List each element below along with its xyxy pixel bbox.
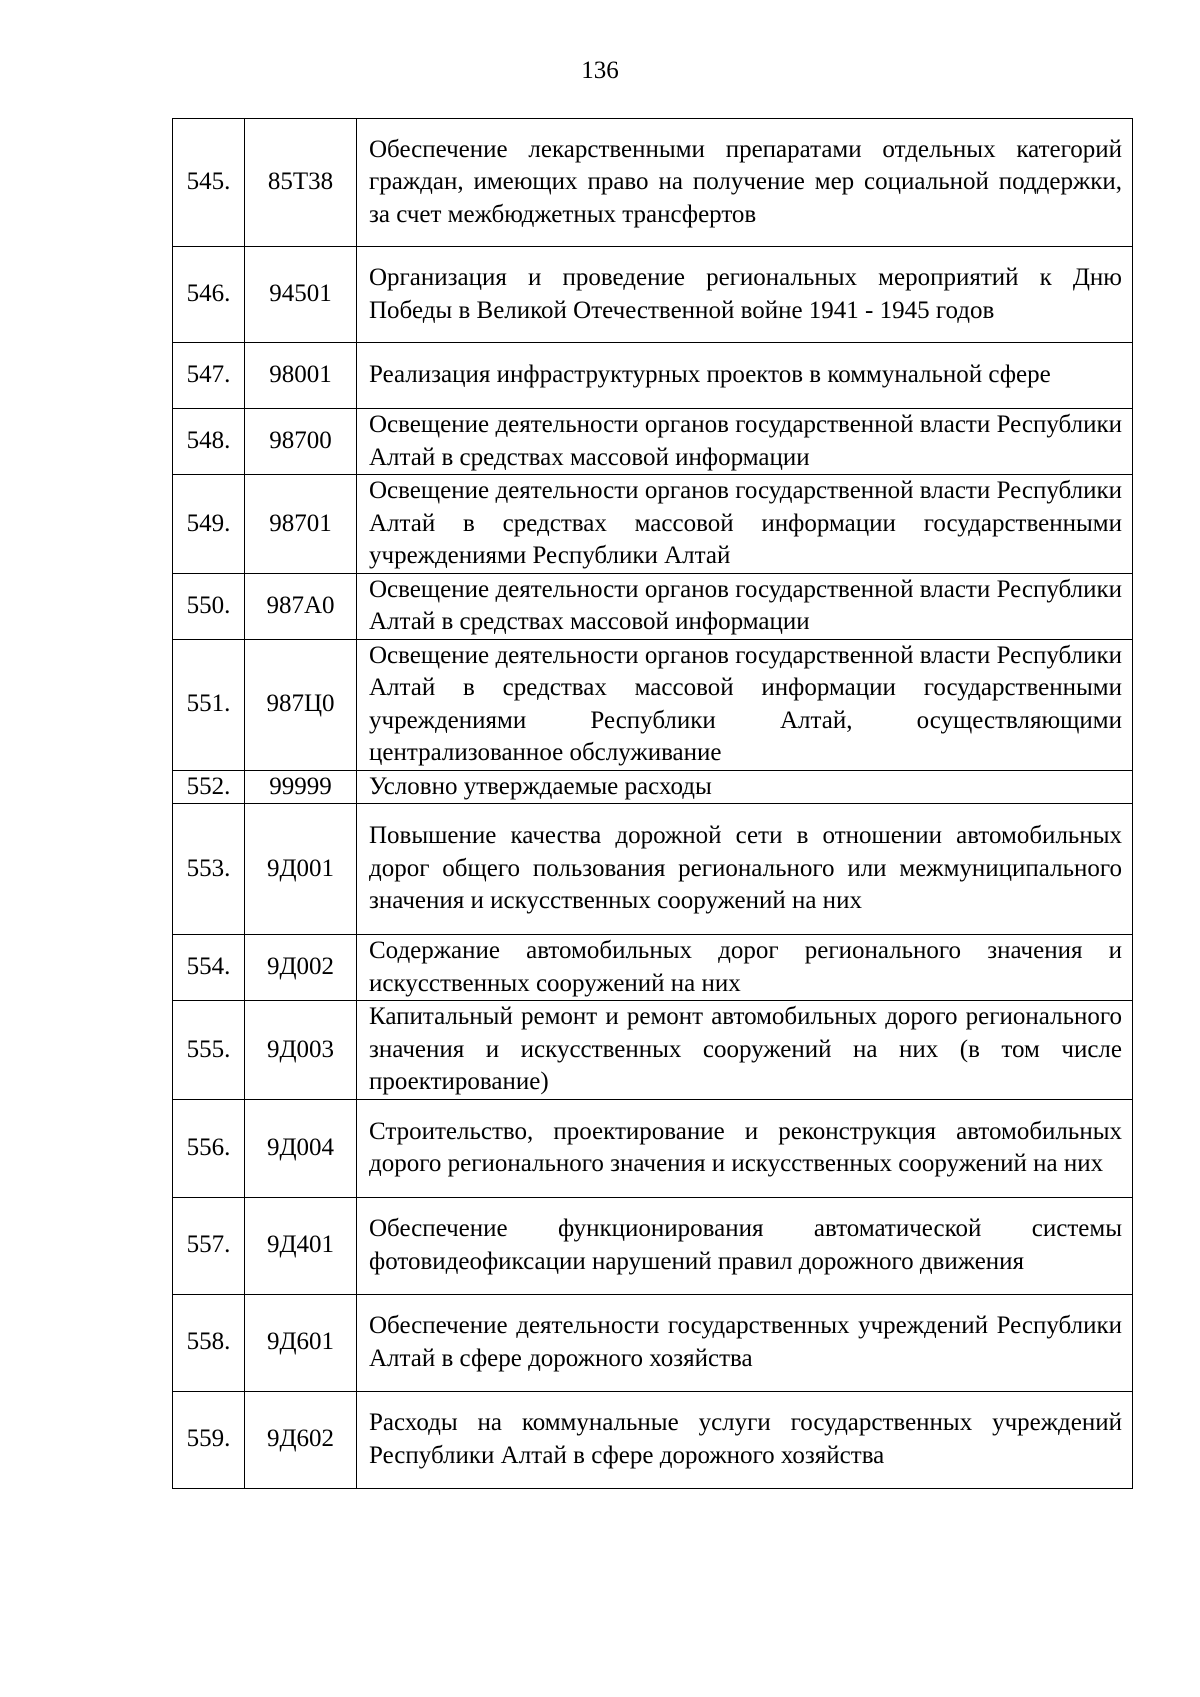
- row-number: 554.: [173, 935, 245, 1001]
- table-row: [173, 1391, 1133, 1488]
- table-row: [173, 1099, 1133, 1197]
- row-code: 9Д003: [245, 1001, 357, 1100]
- row-number: 556.: [173, 1099, 245, 1197]
- row-number: 550.: [173, 573, 245, 639]
- row-code: 9Д004: [245, 1099, 357, 1197]
- row-number: 557.: [173, 1197, 245, 1294]
- table-row: [173, 119, 1133, 247]
- table-row: [173, 475, 1133, 574]
- row-number: 558.: [173, 1294, 245, 1391]
- row-code: 987А0: [245, 573, 357, 639]
- row-code: 9Д401: [245, 1197, 357, 1294]
- row-code: 9Д001: [245, 804, 357, 935]
- row-number: 545.: [173, 119, 245, 247]
- table-row: [173, 1294, 1133, 1391]
- table-row: [173, 1001, 1133, 1100]
- row-description: Содержание автомобильных дорог регионального значения и искусственных сооружений на них: [357, 935, 1133, 1001]
- table-row: [173, 804, 1133, 935]
- row-description: Освещение деятельности органов государственной власти Республики Алтай в средствах массовой информации государственными учреждениями Республики Алтай: [357, 475, 1133, 574]
- row-description: Строительство, проектирование и реконструкция автомобильных дорого регионального значения и искусственных сооружений на них: [357, 1099, 1133, 1197]
- table-row: [173, 409, 1133, 475]
- row-number: 547.: [173, 343, 245, 409]
- table-row: [173, 935, 1133, 1001]
- row-description: Освещение деятельности органов государственной власти Республики Алтай в средствах массовой информации государственными учреждениями Республики Алтай, осуществляющими централизованное обслуживание: [357, 639, 1133, 770]
- row-number: 552.: [173, 770, 245, 804]
- row-code: 99999: [245, 770, 357, 804]
- row-code: 94501: [245, 247, 357, 343]
- row-code: 85Т38: [245, 119, 357, 247]
- row-description: Организация и проведение региональных мероприятий к Дню Победы в Великой Отечественной войне 1941 - 1945 годов: [357, 247, 1133, 343]
- budget-codes-table: [172, 118, 1133, 1489]
- row-description: Освещение деятельности органов государственной власти Республики Алтай в средствах массовой информации: [357, 573, 1133, 639]
- row-code: 98700: [245, 409, 357, 475]
- row-description: Обеспечение функционирования автоматической системы фотовидеофиксации нарушений правил дорожного движения: [357, 1197, 1133, 1294]
- row-number: 551.: [173, 639, 245, 770]
- row-description: Реализация инфраструктурных проектов в коммунальной сфере: [357, 343, 1133, 409]
- row-description: Расходы на коммунальные услуги государственных учреждений Республики Алтай в сфере дорожного хозяйства: [357, 1391, 1133, 1488]
- row-number: 548.: [173, 409, 245, 475]
- row-description: Освещение деятельности органов государственной власти Республики Алтай в средствах массовой информации: [357, 409, 1133, 475]
- row-code: 9Д002: [245, 935, 357, 1001]
- row-code: 9Д602: [245, 1391, 357, 1488]
- table-row: [173, 1197, 1133, 1294]
- row-description: Обеспечение деятельности государственных учреждений Республики Алтай в сфере дорожного хозяйства: [357, 1294, 1133, 1391]
- row-number: 549.: [173, 475, 245, 574]
- page-number: 136: [581, 57, 619, 84]
- row-description: Условно утверждаемые расходы: [357, 770, 1133, 804]
- row-number: 555.: [173, 1001, 245, 1100]
- row-number: 546.: [173, 247, 245, 343]
- row-code: 98001: [245, 343, 357, 409]
- table-row: [173, 247, 1133, 343]
- row-description: Повышение качества дорожной сети в отношении автомобильных дорог общего пользования регионального или межмуниципального значения и искусственных сооружений на них: [357, 804, 1133, 935]
- row-code: 9Д601: [245, 1294, 357, 1391]
- row-description: Обеспечение лекарственными препаратами отдельных категорий граждан, имеющих право на получение мер социальной поддержки, за счет межбюджетных трансфертов: [357, 119, 1133, 247]
- table-row: [173, 639, 1133, 770]
- row-code: 98701: [245, 475, 357, 574]
- table-row: [173, 770, 1133, 804]
- row-code: 987Ц0: [245, 639, 357, 770]
- table-row: [173, 573, 1133, 639]
- table-row: [173, 343, 1133, 409]
- row-number: 559.: [173, 1391, 245, 1488]
- row-description: Капитальный ремонт и ремонт автомобильных дорого регионального значения и искусственных сооружений на них (в том числе проектирование): [357, 1001, 1133, 1100]
- row-number: 553.: [173, 804, 245, 935]
